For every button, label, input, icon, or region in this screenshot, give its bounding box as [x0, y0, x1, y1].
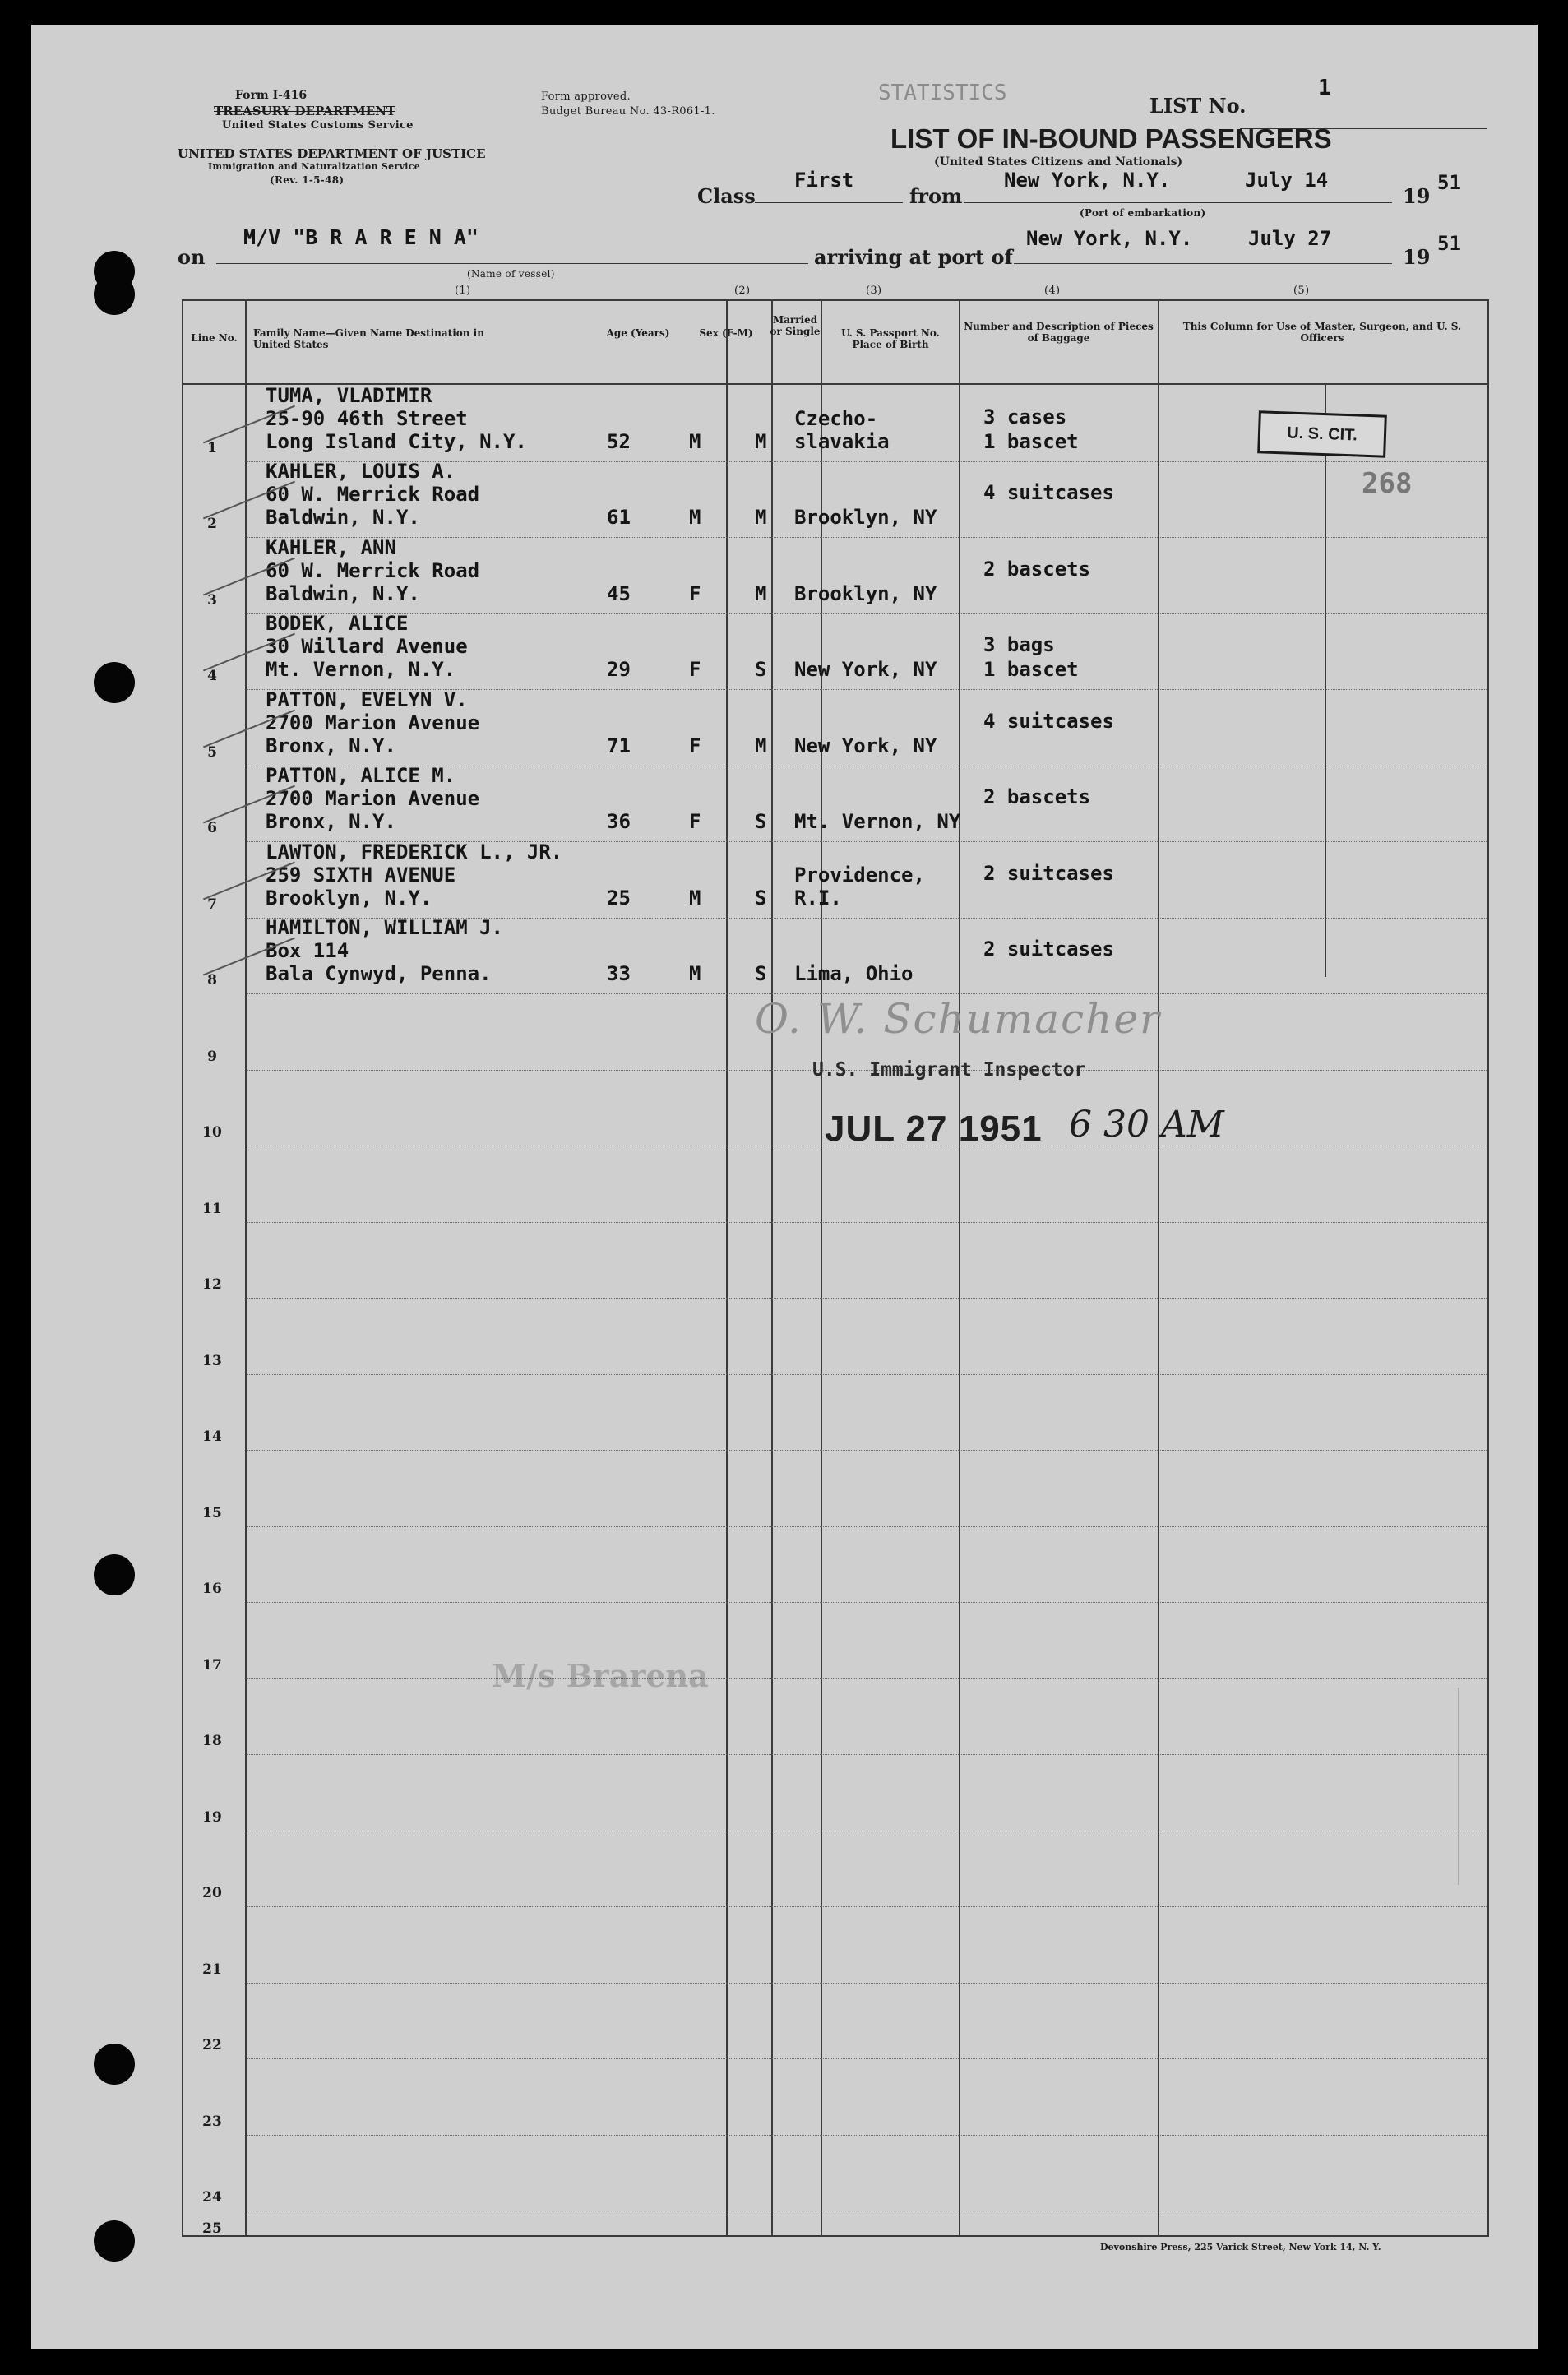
ruled-line	[247, 1374, 1487, 1375]
line-number: 5	[207, 744, 217, 761]
passenger-marital-status: S	[755, 962, 767, 985]
inspector-signature: O. W. Schumacher	[755, 995, 1161, 1043]
passenger-address-city: Baldwin, N.Y.	[266, 506, 420, 529]
passenger-name: PATTON, ALICE M.	[266, 764, 456, 787]
table-left-border	[182, 299, 183, 2237]
passenger-address-street: 60 W. Merrick Road	[266, 483, 480, 506]
line-number: 12	[202, 1276, 222, 1293]
column-header-line-no: Line No.	[191, 332, 238, 344]
passenger-address-street: 30 Willard Avenue	[266, 635, 468, 658]
ruled-line	[247, 1906, 1487, 1907]
passenger-birthplace-2: Lima, Ohio	[794, 962, 914, 985]
line-number: 16	[202, 1581, 222, 1597]
passenger-baggage-2: 1 bascet	[983, 658, 1079, 681]
line-number: 19	[202, 1809, 222, 1826]
from-year: 51	[1437, 171, 1461, 194]
passenger-baggage-2: 1 bascet	[983, 430, 1079, 453]
passenger-address-city: Bronx, N.Y.	[266, 810, 396, 833]
line-number: 7	[207, 896, 217, 913]
ruled-line	[247, 2135, 1487, 2136]
line-number: 18	[202, 1733, 222, 1749]
passenger-address-street: Box 114	[266, 939, 349, 962]
passenger-sex: M	[689, 962, 701, 985]
passenger-sex: F	[689, 810, 701, 833]
passenger-address-street: 60 W. Merrick Road	[266, 559, 480, 582]
passenger-baggage-1: 4 suitcases	[983, 710, 1114, 733]
budget-bureau: Budget Bureau No. 43-R061-1.	[541, 105, 715, 118]
passenger-age: 29	[607, 658, 631, 681]
line-number: 21	[202, 1961, 222, 1978]
passenger-birthplace-2: Mt. Vernon, NY	[794, 810, 961, 833]
from-port: New York, N.Y.	[1004, 169, 1171, 192]
on-label: on	[178, 245, 206, 269]
passenger-sex: M	[689, 430, 701, 453]
passenger-sex: F	[689, 658, 701, 681]
line-number: 14	[202, 1428, 222, 1445]
passenger-address-street: 25-90 46th Street	[266, 407, 468, 430]
ruled-line	[247, 1450, 1487, 1451]
column-header-passport: U. S. Passport No. Place of Birth	[841, 327, 940, 350]
us-citizen-stamp: U. S. CIT.	[1257, 410, 1387, 457]
line-number: 11	[202, 1201, 222, 1217]
ruled-line	[247, 613, 1487, 614]
vessel-name: M/V "B R A R E N A"	[243, 225, 479, 249]
passenger-marital-status: S	[755, 658, 767, 681]
passenger-age: 25	[607, 887, 631, 910]
column-header-age: Age (Years)	[606, 327, 670, 339]
form-approved: Form approved.	[541, 90, 631, 103]
passenger-marital-status: M	[755, 582, 767, 605]
table-top-rule	[182, 299, 1489, 301]
passenger-name: TUMA, VLADIMIR	[266, 384, 432, 407]
table-right-border	[1487, 299, 1489, 2237]
passenger-age: 71	[607, 734, 631, 757]
passenger-age: 52	[607, 430, 631, 453]
inspector-title: U.S. Immigrant Inspector	[812, 1059, 1086, 1081]
vessel-caption: (Name of vessel)	[467, 268, 555, 280]
line-number: 1	[207, 440, 217, 456]
passenger-sex: F	[689, 582, 701, 605]
ruled-line	[247, 1754, 1487, 1755]
bleedthrough-rule	[1458, 1688, 1524, 1885]
line-number: 9	[207, 1049, 217, 1065]
passenger-baggage-1: 2 bascets	[983, 785, 1091, 808]
date-stamp: JUL 27 1951	[825, 1109, 1043, 1149]
passenger-sex: F	[689, 734, 701, 757]
passenger-baggage-1: 3 bags	[983, 633, 1055, 656]
punch-hole	[94, 1554, 135, 1595]
ruled-line	[247, 1526, 1487, 1527]
ruled-line	[247, 1602, 1487, 1603]
passenger-address-street: 259 SIXTH AVENUE	[266, 863, 456, 887]
form-number: Form I-416	[235, 89, 308, 102]
passenger-sex: M	[689, 887, 701, 910]
punch-hole	[94, 274, 135, 315]
passenger-baggage-1: 3 cases	[983, 405, 1067, 428]
line-number: 25	[202, 2220, 222, 2237]
passenger-age: 61	[607, 506, 631, 529]
passenger-birthplace-2: Brooklyn, NY	[794, 506, 937, 529]
customs-service: United States Customs Service	[222, 119, 414, 132]
passenger-baggage-1: 2 suitcases	[983, 937, 1114, 961]
passenger-birthplace-2: slavakia	[794, 430, 890, 453]
ruled-line	[247, 1222, 1487, 1223]
passenger-birthplace-2: R.I.	[794, 887, 842, 910]
line-number: 10	[202, 1124, 222, 1141]
column-header-sex: Sex (F-M)	[699, 327, 753, 339]
line-number: 24	[202, 2189, 222, 2206]
passenger-marital-status: M	[755, 430, 767, 453]
statistics-stamp: STATISTICS	[878, 81, 1007, 105]
column-header-officers: This Column for Use of Master, Surgeon, and U. S. Officers	[1182, 321, 1462, 344]
column-header-married: Married or Single	[770, 314, 821, 337]
passenger-marital-status: S	[755, 810, 767, 833]
class-label: Class	[697, 184, 756, 208]
page-title: LIST OF IN-BOUND PASSENGERS	[890, 123, 1332, 154]
passenger-birthplace-1: Providence,	[794, 863, 925, 887]
passenger-birthplace-2: New York, NY	[794, 658, 937, 681]
printer-credit: Devonshire Press, 225 Varick Street, New York 14, N. Y.	[1100, 2242, 1381, 2252]
passenger-baggage-1: 2 suitcases	[983, 862, 1114, 885]
line-number: 15	[202, 1505, 222, 1521]
line-number: 6	[207, 820, 217, 836]
passenger-address-city: Long Island City, N.Y.	[266, 430, 527, 453]
passenger-name: KAHLER, ANN	[266, 536, 396, 559]
from-year-prefix: 19	[1403, 184, 1431, 208]
passenger-age: 45	[607, 582, 631, 605]
treasury-department: TREASURY DEPARTMENT	[214, 104, 396, 118]
line-number: 2	[207, 516, 217, 532]
passenger-address-street: 2700 Marion Avenue	[266, 711, 480, 734]
ruled-line	[247, 1983, 1487, 1984]
column-number-1: (1)	[455, 285, 471, 297]
line-number: 4	[207, 668, 217, 684]
column-header-name: Family Name—Given Name Destination in United States	[253, 327, 484, 350]
passenger-birthplace-1: Czecho-	[794, 407, 878, 430]
passenger-marital-status: M	[755, 506, 767, 529]
arriving-label: arriving at port of	[814, 245, 1013, 269]
punch-hole	[94, 2220, 135, 2262]
manifest-page	[31, 25, 1538, 2349]
column-header-baggage: Number and Description of Pieces of Baggage	[964, 321, 1154, 344]
line-number: 17	[202, 1657, 222, 1674]
line-number: 22	[202, 2037, 222, 2053]
passenger-marital-status: S	[755, 887, 767, 910]
passenger-address-city: Brooklyn, N.Y.	[266, 887, 432, 910]
passenger-birthplace-2: Brooklyn, NY	[794, 582, 937, 605]
passenger-address-city: Baldwin, N.Y.	[266, 582, 420, 605]
bleedthrough-vessel: M/s Brarena	[492, 1657, 709, 1694]
passenger-address-city: Bronx, N.Y.	[266, 734, 396, 757]
from-date: July 14	[1245, 169, 1329, 192]
list-number: 1	[1318, 76, 1331, 100]
passenger-age: 33	[607, 962, 631, 985]
line-number: 13	[202, 1353, 222, 1369]
passenger-address-city: Mt. Vernon, N.Y.	[266, 658, 456, 681]
passenger-baggage-1: 2 bascets	[983, 558, 1091, 581]
class-value: First	[794, 169, 854, 192]
column-number-5: (5)	[1293, 285, 1310, 297]
passenger-name: KAHLER, LOUIS A.	[266, 460, 456, 483]
passenger-age: 36	[607, 810, 631, 833]
column-number-4: (4)	[1044, 285, 1061, 297]
column-number-3: (3)	[866, 285, 882, 297]
line-number: 20	[202, 1885, 222, 1901]
passenger-sex: M	[689, 506, 701, 529]
ruled-line	[247, 1678, 1487, 1679]
list-no-label: LIST No.	[1149, 94, 1247, 118]
arrival-date: July 27	[1248, 227, 1332, 250]
form-revision: (Rev. 1-5-48)	[270, 174, 345, 186]
line-number: 3	[207, 592, 217, 609]
ruled-line	[247, 1298, 1487, 1299]
column-number-2: (2)	[734, 285, 751, 297]
line-number: 23	[202, 2113, 222, 2130]
arrival-year: 51	[1437, 232, 1461, 255]
ruled-line	[247, 2058, 1487, 2059]
table-bottom-rule	[182, 2235, 1489, 2237]
arrival-time: 6 30 AM	[1069, 1104, 1224, 1146]
passenger-birthplace-2: New York, NY	[794, 734, 937, 757]
line-number: 8	[207, 972, 217, 988]
embarkation-caption: (Port of embarkation)	[1080, 207, 1206, 219]
passenger-baggage-1: 4 suitcases	[983, 481, 1114, 504]
ruled-line	[247, 537, 1487, 538]
passenger-address-city: Bala Cynwyd, Penna.	[266, 962, 492, 985]
arrival-port: New York, N.Y.	[1026, 227, 1193, 250]
passenger-name: HAMILTON, WILLIAM J.	[266, 916, 503, 939]
passenger-name: PATTON, EVELYN V.	[266, 688, 468, 711]
passenger-address-street: 2700 Marion Avenue	[266, 787, 480, 810]
passenger-marital-status: M	[755, 734, 767, 757]
ruled-line	[247, 993, 1487, 994]
arrival-year-prefix: 19	[1403, 245, 1431, 269]
from-label: from	[909, 184, 963, 208]
punch-hole	[94, 2044, 135, 2085]
punch-hole	[94, 662, 135, 703]
page-subtitle: (United States Citizens and Nationals)	[934, 155, 1183, 169]
passenger-name: LAWTON, FREDERICK L., JR.	[266, 840, 563, 863]
count-stamp: 268	[1362, 467, 1413, 500]
dept-of-justice: UNITED STATES DEPARTMENT OF JUSTICE	[178, 146, 486, 161]
ins-service: Immigration and Naturalization Service	[208, 161, 421, 172]
passenger-name: BODEK, ALICE	[266, 612, 409, 635]
